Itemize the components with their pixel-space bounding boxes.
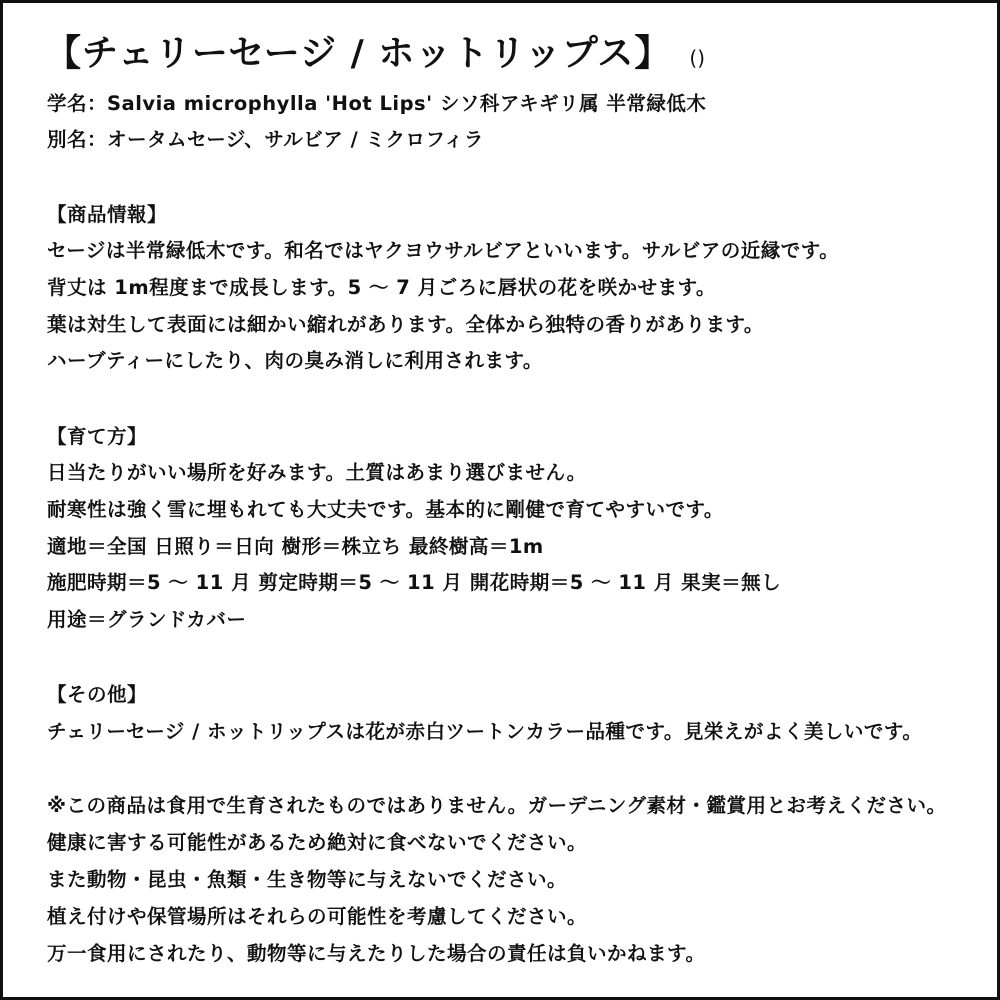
product-info-line: ハーブティーにしたり、肉の臭み消しに利用されます。 bbox=[47, 349, 543, 372]
care-line: 日当たりがいい場所を好みます。土質はあまり選びません。 bbox=[47, 461, 587, 484]
scientific-name: 学名：Salvia microphylla 'Hot Lips' シソ科アキギリ属 半常緑低木 bbox=[47, 92, 707, 115]
notice-line: 健康に害する可能性があるため絶対に食べないでください。 bbox=[47, 831, 588, 854]
alias-name: 別名：オータムセージ、サルビア / ミクロフィラ bbox=[47, 128, 484, 151]
product-info-line: セージは半常緑低木です。和名ではヤクヨウサルビアといいます。サルビアの近縁です。 bbox=[47, 239, 840, 262]
product-info-line: 背丈は 1m程度まで成長します。5 〜 7 月ごろに唇状の花を咲かせます。 bbox=[47, 276, 717, 299]
section-heading-product-info: 【商品情報】 bbox=[47, 203, 168, 226]
other-line: チェリーセージ / ホットリップスは花が赤白ツートンカラー品種です。見栄えがよく美しいです。 bbox=[47, 720, 923, 743]
notice-line: 万一食用にされたり、動物等に与えたりした場合の責任は負いかねます。 bbox=[47, 942, 706, 965]
notice-line: ※この商品は食用で生育されたものではありません。ガーデニング素材・鑑賞用とお考えください。 bbox=[47, 794, 947, 817]
care-line: 施肥時期＝5 〜 11 月 剪定時期＝5 〜 11 月 開花時期＝5 〜 11 月 果実＝無し bbox=[47, 571, 782, 594]
section-heading-other: 【その他】 bbox=[47, 683, 148, 706]
care-line: 耐寒性は強く雪に埋もれても大丈夫です。基本的に剛健で育てやすいです。 bbox=[47, 498, 724, 521]
page-title: 【チェリーセージ / ホットリップス】 bbox=[45, 33, 672, 74]
section-heading-care: 【育て方】 bbox=[47, 425, 148, 448]
title-parenthesis: () bbox=[689, 46, 705, 70]
care-line: 適地＝全国 日照り＝日向 樹形＝株立ち 最終樹高＝1m bbox=[47, 535, 544, 558]
title-row bbox=[45, 25, 705, 76]
product-info-line: 葉は対生して表面には細かい縮れがあります。全体から独特の香りがあります。 bbox=[47, 313, 764, 336]
notice-line: また動物・昆虫・魚類・生き物等に与えないでください。 bbox=[47, 868, 568, 891]
care-line: 用途＝グランドカバー bbox=[47, 608, 247, 631]
notice-line: 植え付けや保管場所はそれらの可能性を考慮してください。 bbox=[47, 905, 588, 928]
